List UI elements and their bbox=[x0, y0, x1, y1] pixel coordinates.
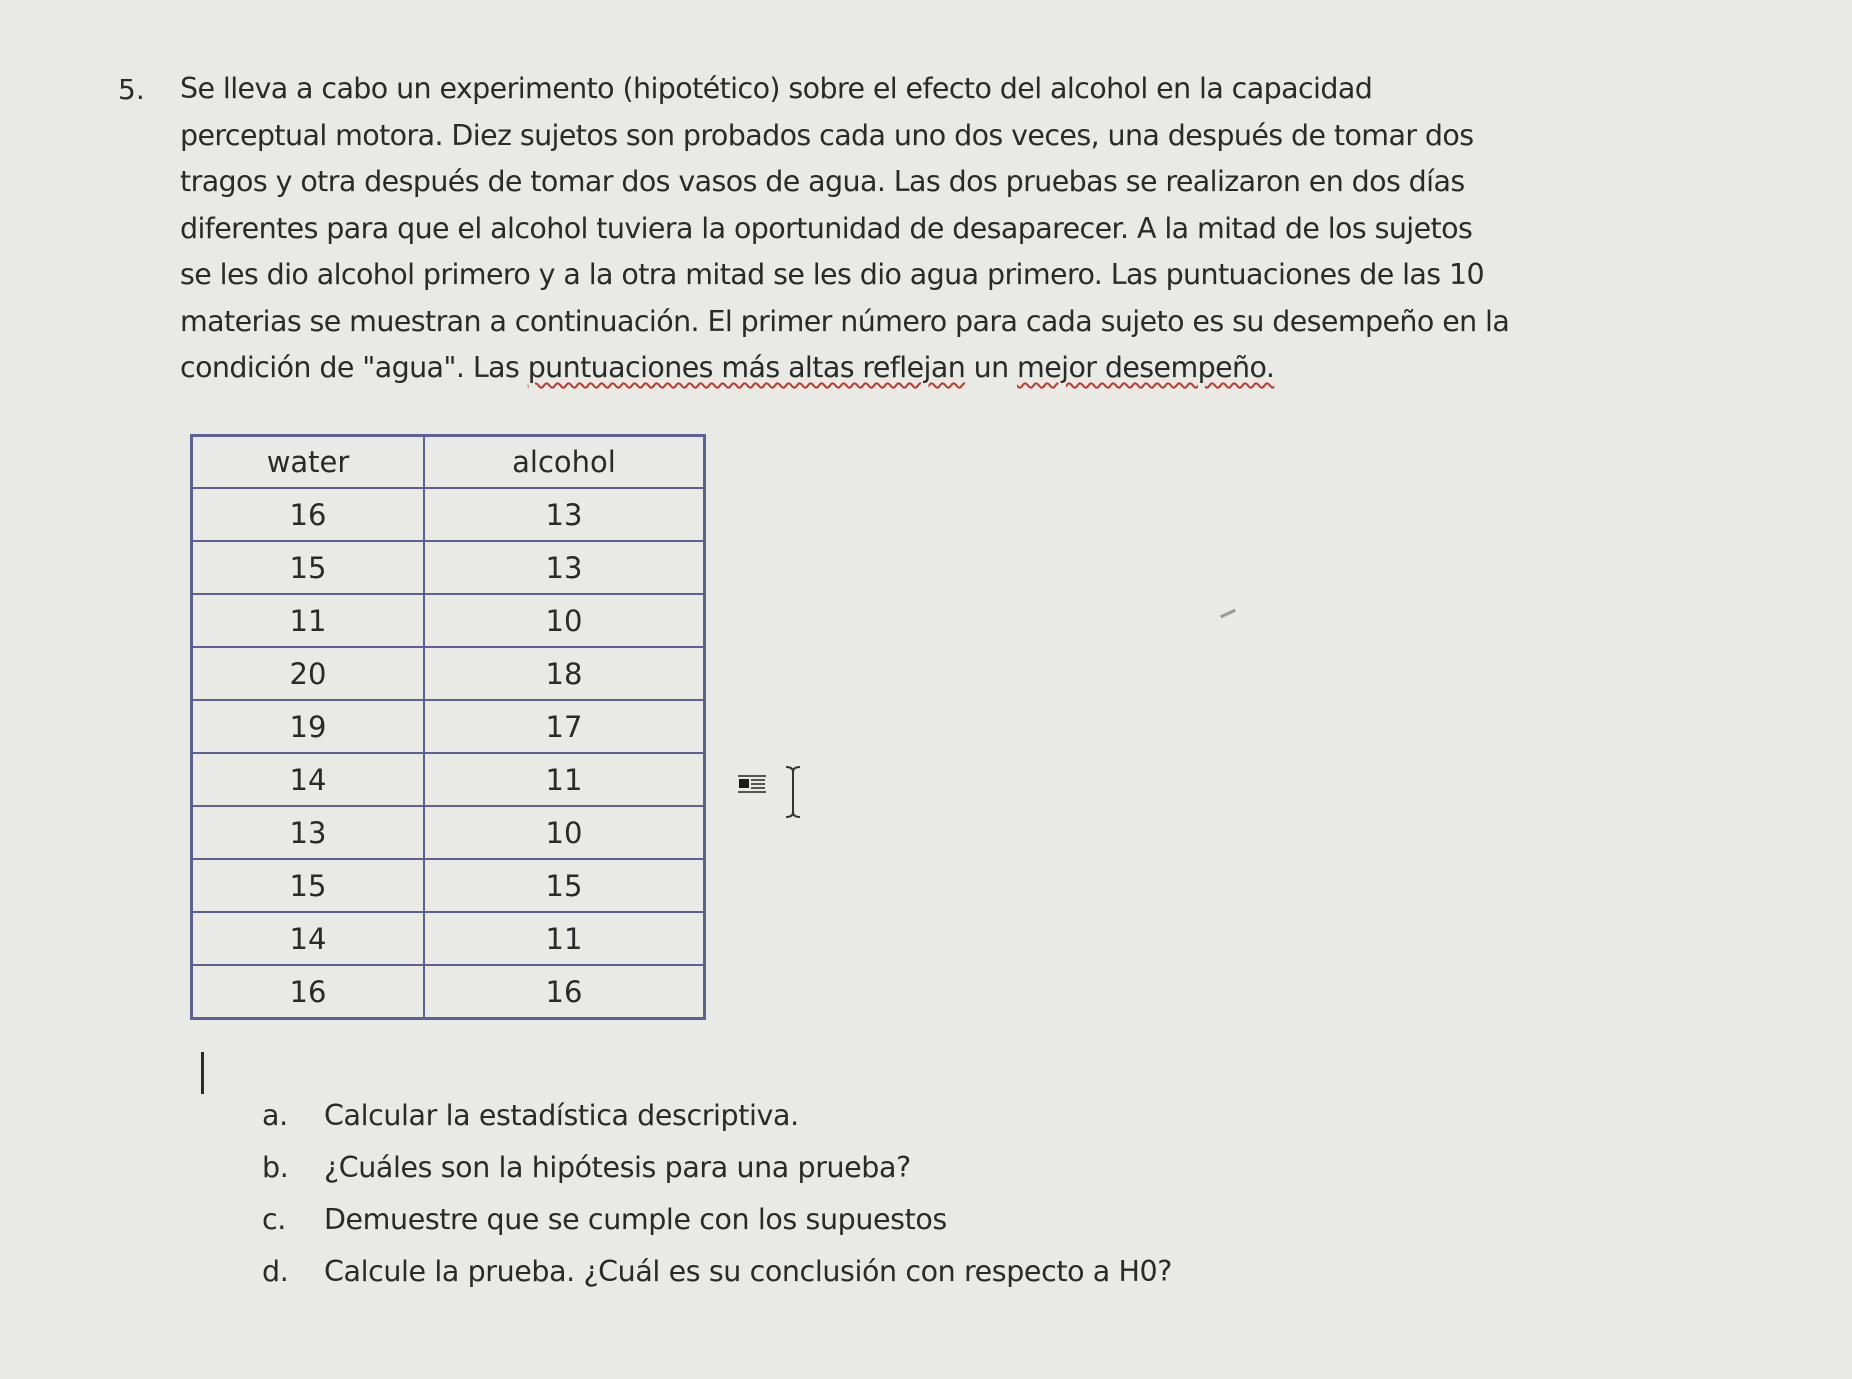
item-letter: c. bbox=[262, 1203, 286, 1236]
question-number: 5. bbox=[118, 73, 145, 106]
paragraph-line: diferentes para que el alcohol tuviera la oportunidad de desaparecer. A la mitad de los sujetos bbox=[180, 211, 1473, 245]
table-cell-water[interactable]: 16 bbox=[192, 488, 425, 541]
paragraph-line: perceptual motora. Diez sujetos son probados cada uno dos veces, una después de tomar dos bbox=[180, 118, 1474, 152]
table-cell-alcohol[interactable]: 11 bbox=[424, 912, 705, 965]
layout-options-icon-glyph bbox=[736, 771, 768, 795]
item-text: Calcule la prueba. ¿Cuál es su conclusión con respecto a H0? bbox=[324, 1255, 1173, 1288]
table-resize-handle[interactable] bbox=[201, 1052, 204, 1094]
table-cell-alcohol[interactable]: 10 bbox=[424, 594, 705, 647]
paragraph-line: se les dio alcohol primero y a la otra mitad se les dio agua primero. Las puntuaciones de las 10 bbox=[180, 258, 1485, 291]
list-item[interactable] bbox=[262, 1194, 1172, 1246]
table-row bbox=[192, 859, 705, 912]
table-row bbox=[192, 753, 705, 806]
last-line-text: condición de "agua". Las bbox=[180, 351, 528, 384]
table-cell-alcohol[interactable]: 16 bbox=[424, 965, 705, 1019]
text-cursor-icon-glyph bbox=[780, 764, 806, 820]
table-row bbox=[192, 594, 705, 647]
table-row bbox=[192, 965, 705, 1019]
table-row bbox=[192, 700, 705, 753]
question-paragraph[interactable] bbox=[180, 66, 1670, 392]
paragraph-last-line bbox=[180, 345, 1670, 392]
table-cell-water[interactable]: 20 bbox=[192, 647, 425, 700]
item-text: Calcular la estadística descriptiva. bbox=[324, 1099, 799, 1132]
screen-smudge bbox=[1220, 609, 1236, 618]
table-cell-water[interactable]: 15 bbox=[192, 859, 425, 912]
item-text: Demuestre que se cumple con los supuestos bbox=[324, 1203, 947, 1236]
last-line-text: un bbox=[965, 351, 1018, 384]
list-item[interactable] bbox=[262, 1246, 1172, 1298]
text-cursor-icon bbox=[780, 764, 806, 820]
table-row bbox=[192, 912, 705, 965]
table-cell-water[interactable]: 16 bbox=[192, 965, 425, 1019]
table-header-row bbox=[192, 436, 705, 489]
table-cell-water[interactable]: 11 bbox=[192, 594, 425, 647]
table-cell-water[interactable]: 13 bbox=[192, 806, 425, 859]
table-cell-alcohol[interactable]: 10 bbox=[424, 806, 705, 859]
item-text: ¿Cuáles son la hipótesis para una prueba? bbox=[324, 1151, 911, 1184]
table-cell-alcohol[interactable]: 13 bbox=[424, 488, 705, 541]
scores-table[interactable] bbox=[190, 434, 706, 1020]
item-letter: b. bbox=[262, 1151, 289, 1184]
list-item[interactable] bbox=[262, 1090, 1172, 1142]
table-cell-alcohol[interactable]: 17 bbox=[424, 700, 705, 753]
table-cell-water[interactable]: 14 bbox=[192, 912, 425, 965]
table-row bbox=[192, 806, 705, 859]
table-cell-alcohol[interactable]: 18 bbox=[424, 647, 705, 700]
column-header-water[interactable]: water bbox=[192, 436, 425, 489]
table-cell-water[interactable]: 14 bbox=[192, 753, 425, 806]
sub-questions-list bbox=[262, 1090, 1172, 1298]
table-row bbox=[192, 541, 705, 594]
spellcheck-flagged-text[interactable]: mejor desempeño. bbox=[1017, 351, 1275, 384]
paragraph-line: Se lleva a cabo un experimento (hipotético) sobre el efecto del alcohol en la capacidad bbox=[180, 72, 1373, 105]
table-cell-alcohol[interactable]: 15 bbox=[424, 859, 705, 912]
item-letter: a. bbox=[262, 1099, 288, 1132]
table-row bbox=[192, 647, 705, 700]
table-cell-water[interactable]: 15 bbox=[192, 541, 425, 594]
table-cell-water[interactable]: 19 bbox=[192, 700, 425, 753]
item-letter: d. bbox=[262, 1255, 289, 1288]
paragraph-line: materias se muestran a continuación. El primer número para cada sujeto es su desempeño en la bbox=[180, 304, 1510, 338]
column-header-alcohol[interactable]: alcohol bbox=[424, 436, 705, 489]
paragraph-line: tragos y otra después de tomar dos vasos de agua. Las dos pruebas se realizaron en dos días bbox=[180, 165, 1465, 198]
table-cell-alcohol[interactable]: 11 bbox=[424, 753, 705, 806]
list-item[interactable] bbox=[262, 1142, 1172, 1194]
table-row bbox=[192, 488, 705, 541]
table-cell-alcohol[interactable]: 13 bbox=[424, 541, 705, 594]
spellcheck-flagged-text[interactable]: puntuaciones más altas reflejan bbox=[527, 351, 966, 384]
layout-options-icon[interactable] bbox=[736, 771, 768, 795]
